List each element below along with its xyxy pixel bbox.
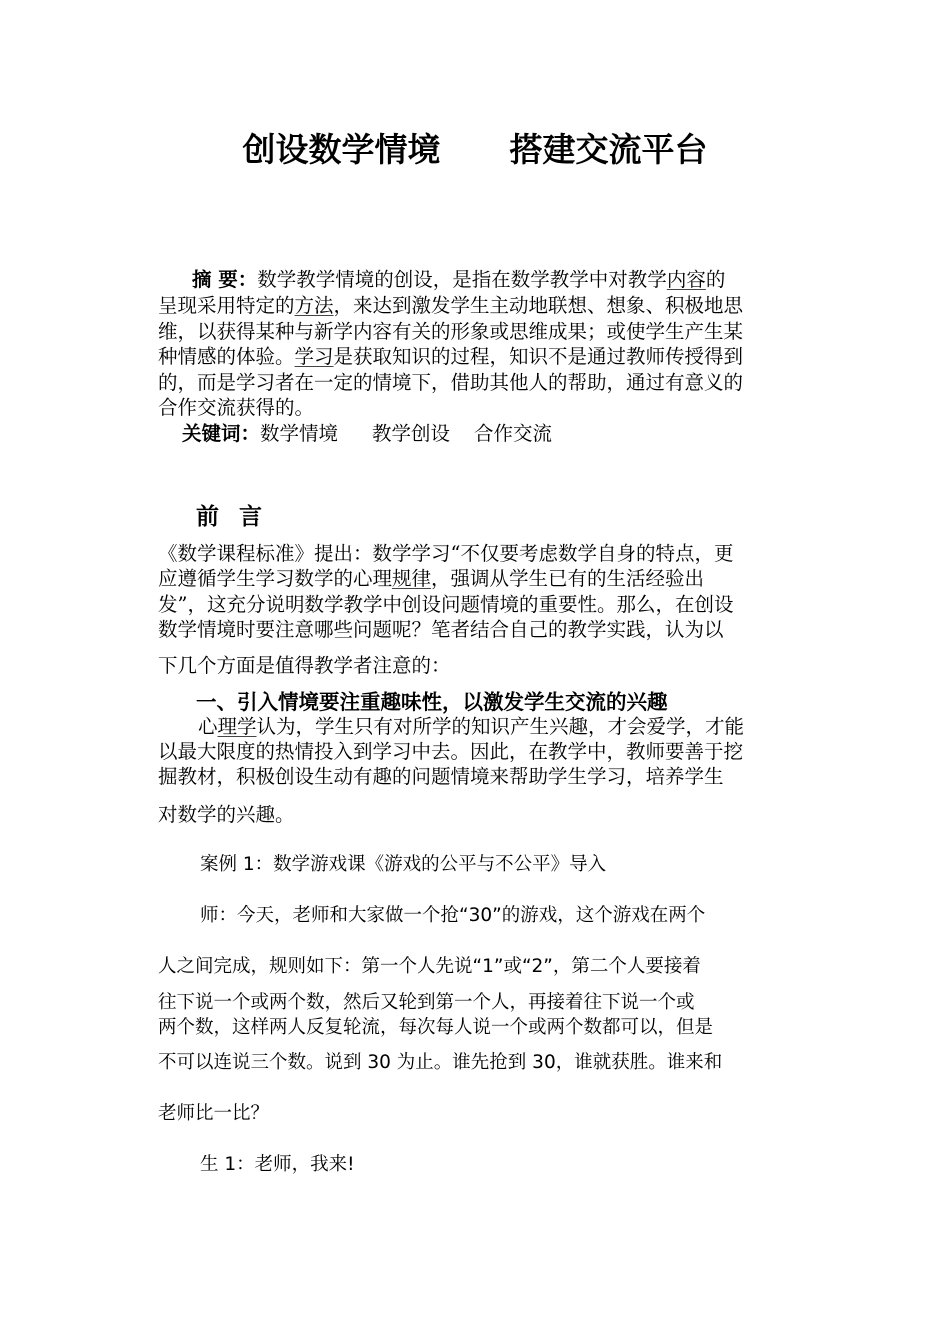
preface-line-2: 应遵循学生学习数学的心理规律，强调从学生已有的生活经验出 — [158, 567, 705, 590]
keyword-2: 教学创设 — [372, 422, 451, 445]
keyword-1: 数学情境 — [260, 422, 339, 445]
link-learning[interactable]: 学习 — [294, 345, 334, 368]
section-1-line-2: 以最大限度的热情投入到学习中去。因此，在教学中，教师要善于挖 — [158, 740, 744, 763]
link-psychology[interactable]: 理学 — [217, 715, 257, 738]
link-method[interactable]: 方法 — [294, 294, 334, 317]
abstract-line-4: 种情感的体验。学习是获取知识的过程，知识不是通过教师传授得到 — [158, 345, 744, 368]
abstract-line-6: 合作交流获得的。 — [158, 396, 315, 419]
page-title: 创设数学情境 搭建交流平台 — [242, 130, 708, 169]
section-1-heading: 一、引入情境要注重趣味性，以激发学生交流的兴趣 — [196, 690, 668, 714]
abstract-line-3: 维，以获得某种与新学内容有关的形象或思维成果；或使学生产生某 — [158, 320, 744, 343]
keywords-line — [158, 421, 808, 447]
preface-heading: 前 言 — [196, 504, 269, 530]
keyword-3: 合作交流 — [474, 422, 553, 445]
case-1-teacher-line-2: 人之间完成，规则如下：第一个人先说“1”或“2”，第二个人要接着 — [158, 956, 701, 977]
case-1-title: 案例 1：数学游戏课《游戏的公平与不公平》导入 — [200, 854, 607, 875]
case-1-student-line-1: 生 1：老师，我来! — [200, 1154, 355, 1175]
case-1-teacher-line-3: 往下说一个或两个数，然后又轮到第一个人，再接着往下说一个或 — [158, 992, 695, 1013]
case-1-teacher-line-6: 老师比一比？ — [158, 1103, 270, 1124]
abstract-label: 摘 要： — [192, 268, 258, 291]
case-1-teacher-line-4: 两个数，这样两人反复轮流，每次每人说一个或两个数都可以，但是 — [158, 1017, 714, 1038]
section-1-line-3: 掘教材，积极创设生动有趣的问题情境来帮助学生学习，培养学生 — [158, 765, 724, 788]
preface-line-1: 《数学课程标准》提出：数学学习“不仅要考虑数学自身的特点，更 — [158, 542, 734, 565]
link-content[interactable]: 内容 — [666, 268, 706, 291]
abstract-line-2: 呈现采用特定的方法，来达到激发学生主动地联想、想象、积极地思 — [158, 294, 744, 317]
link-law[interactable]: 规律 — [392, 567, 432, 590]
abstract-line-5: 的，而是学习者在一定的情境下，借助其他人的帮助，通过有意义的 — [158, 371, 744, 394]
abstract-line-1: 摘 要：数学教学情境的创设，是指在数学教学中对教学内容的 — [192, 268, 726, 291]
preface-line-5: 下几个方面是值得教学者注意的： — [158, 654, 451, 677]
case-1-teacher-line-5: 不可以连说三个数。说到 30 为止。谁先抢到 30，谁就获胜。谁来和 — [158, 1052, 723, 1073]
preface-line-4: 数学情境时要注意哪些问题呢？笔者结合自己的教学实践，认为以 — [158, 618, 724, 641]
section-1-line-4: 对数学的兴趣。 — [158, 803, 295, 826]
preface-line-3: 发”，这充分说明数学教学中创设问题情境的重要性。那么，在创设 — [158, 593, 734, 616]
case-1-teacher-line-1: 师：今天，老师和大家做一个抢“30”的游戏，这个游戏在两个 — [200, 905, 706, 926]
section-1-line-1: 心理学认为，学生只有对所学的知识产生兴趣，才会爱学，才能 — [198, 715, 745, 738]
keywords-label: 关键词： — [182, 422, 261, 445]
